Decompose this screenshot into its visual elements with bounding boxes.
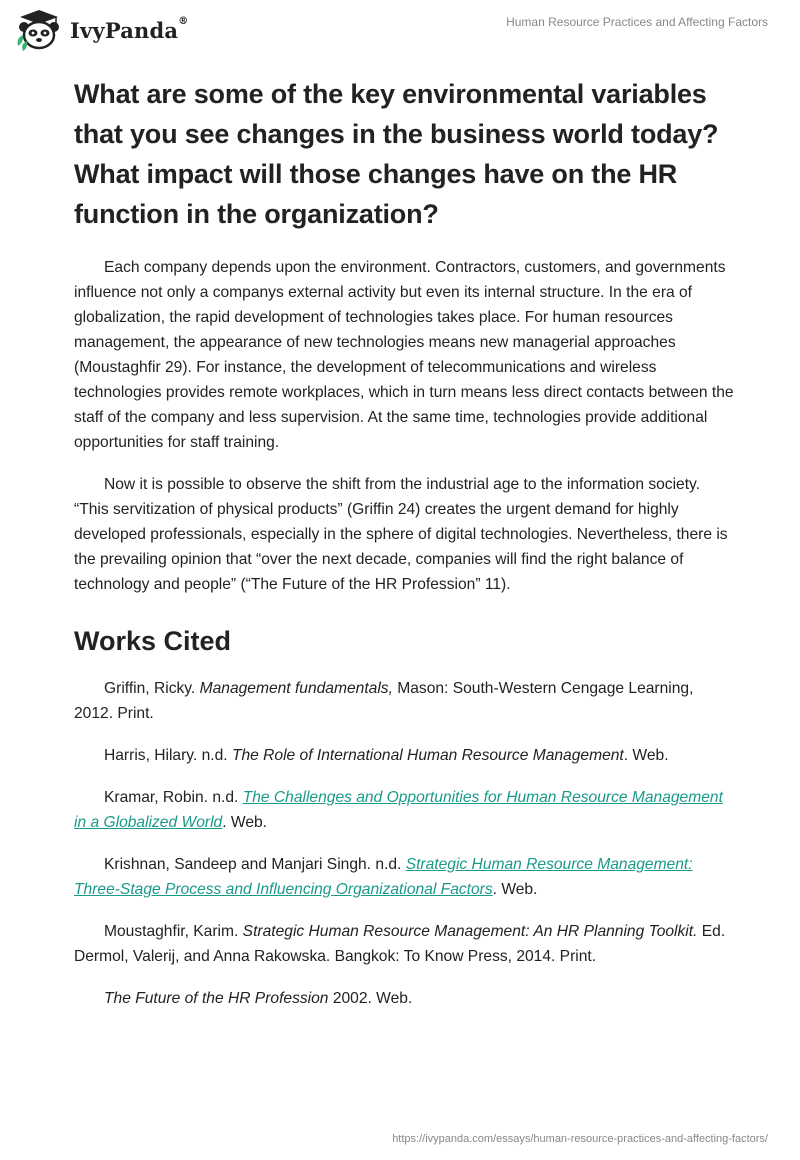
citation-moustaghfir: Moustaghfir, Karim. Strategic Human Resource Management: An HR Planning Toolkit. Ed. Dermol, Valerij, and Anna Rakowska. Bangkok: To Know Press, 2014. Print.	[74, 923, 726, 965]
citation-kramar: Kramar, Robin. n.d. The Challenges and Opportunities for Human Resource Management in a Globalized World. Web.	[74, 789, 723, 831]
citation-link-krishnan[interactable]: Strategic Human Resource Management: Three-Stage Process and Influencing Organizational Factors	[74, 856, 693, 898]
article-heading: What are some of the key environmental variables that you see changes in the business world today? What impact will those changes have on the HR function in the organization?	[74, 79, 719, 229]
paragraph-environment: Each company depends upon the environment. Contractors, customers, and governments influence not only a companys external activity but even its internal structure. In the era of globalization, the rapid development of technologies takes place. For human resources management, the appearance of new technologies means new managerial approaches (Moustaghfir 29). For instance, the development of telecommunications and wireless technologies provides remote workplaces, which in turn means less direct contacts between the staff of the company and less supervision. At the same time, technologies provide additional opportunities for staff training.	[74, 259, 734, 451]
footer-url[interactable]: https://ivypanda.com/essays/human-resource-practices-and-affecting-factors/	[392, 1133, 768, 1145]
page-header	[0, 0, 800, 64]
brand-name: IvyPanda®	[70, 15, 189, 43]
citation-link-kramar[interactable]: The Challenges and Opportunities for Human Resource Management in a Globalized World	[74, 789, 723, 831]
brand-logo[interactable]	[14, 8, 188, 52]
works-cited-heading: Works Cited	[74, 626, 232, 656]
panda-logo-icon	[14, 8, 64, 52]
paragraph-information-society: Now it is possible to observe the shift from the industrial age to the information society. “This servitization of physical products” (Griffin 24) creates the urgent demand for highly developed professionals, especially in the sphere of digital technologies. Nevertheless, there is the prevailing opinion that “over the next decade, companies will find the right balance of technology and people” (“The Future of the HR Profession” 11).	[74, 476, 728, 593]
document-title: Human Resource Practices and Affecting Factors	[506, 15, 768, 29]
citation-future-hr: The Future of the HR Profession 2002. Web.	[104, 990, 413, 1007]
citation-harris: Harris, Hilary. n.d. The Role of International Human Resource Management. Web.	[104, 747, 669, 764]
citation-krishnan: Krishnan, Sandeep and Manjari Singh. n.d. Strategic Human Resource Management: Three-Stage Process and Influencing Organizational Factors. Web.	[74, 856, 693, 898]
article-content	[74, 74, 734, 1011]
citation-griffin: Griffin, Ricky. Management fundamentals, Mason: South-Western Cengage Learning, 2012. Print.	[74, 680, 694, 722]
